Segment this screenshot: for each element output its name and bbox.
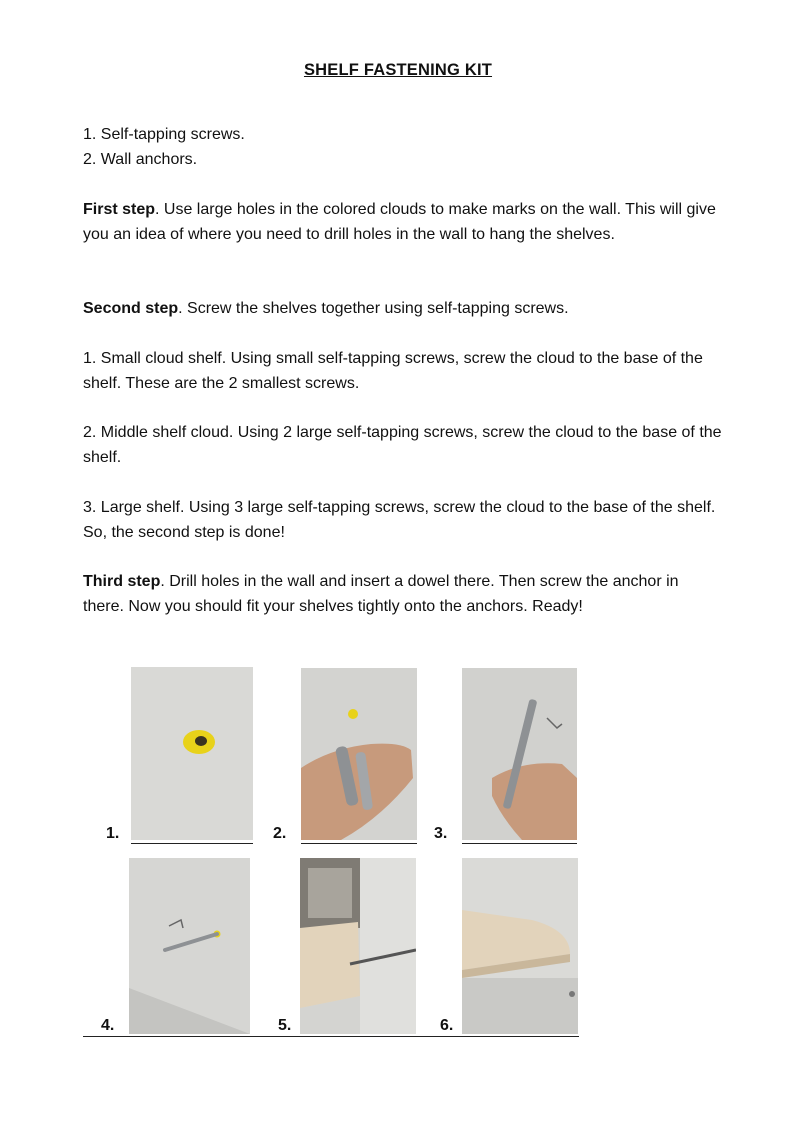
screw-in-hand-illustration xyxy=(462,668,577,840)
first-step-paragraph xyxy=(83,197,723,247)
first-step-text: . Use large holes in the colored clouds to make marks on the wall. This will give you an idea of where you need to drill holes in the wall to hang the shelves. xyxy=(83,201,716,243)
second-step-label: Second step xyxy=(83,300,179,317)
photo-hook-in-wall xyxy=(129,858,250,1034)
second-step-text: . Screw the shelves together using self-tapping screws. xyxy=(178,300,569,317)
photo-label-5: 5. xyxy=(278,1017,292,1034)
photo-label-2: 2. xyxy=(273,825,287,842)
instruction-small-shelf: 1. Small cloud shelf. Using small self-tapping screws, screw the cloud to the base of the shelf. These are the 2 smallest screws. xyxy=(83,350,703,392)
photo-label-4: 4. xyxy=(101,1017,115,1034)
photo-label-6: 6. xyxy=(440,1017,454,1034)
photo-label-1: 1. xyxy=(106,825,120,842)
screws-in-hand-illustration xyxy=(301,668,417,840)
page-title: SHELF FASTENING KIT xyxy=(303,61,493,79)
third-step-paragraph xyxy=(83,569,723,619)
photo-mounting-shelf xyxy=(300,858,416,1034)
photo-underline-1 xyxy=(131,843,253,844)
bottom-row-underline xyxy=(83,1036,579,1037)
instruction-large-shelf: 3. Large shelf. Using 3 large self-tapping screws, screw the cloud to the base of the shelf. So, the second step is done! xyxy=(83,499,716,541)
photo-anchor-hole xyxy=(131,667,253,840)
third-step-text: . Drill holes in the wall and insert a dowel there. Then screw the anchor in there. Now you should fit your shelves tightly onto the anchors. Ready! xyxy=(83,573,679,615)
second-step-paragraph xyxy=(83,296,723,321)
kit-item-2: 2. Wall anchors. xyxy=(83,151,198,168)
kit-item-1: 1. Self-tapping screws. xyxy=(83,126,245,143)
photo-screws-in-hand xyxy=(301,668,417,840)
photo-mounted-shelf xyxy=(462,858,578,1034)
mounting-shelf-illustration xyxy=(300,858,416,1034)
first-step-label: First step xyxy=(83,201,156,218)
photo-screw-in-hand xyxy=(462,668,577,840)
photo-label-3: 3. xyxy=(434,825,448,842)
yellow-anchor-icon xyxy=(348,709,358,719)
mounted-shelf-illustration xyxy=(462,858,578,1034)
third-step-label: Third step xyxy=(83,573,161,590)
photo-underline-3 xyxy=(462,843,577,844)
photo-underline-2 xyxy=(301,843,417,844)
instruction-middle-shelf: 2. Middle shelf cloud. Using 2 large self-tapping screws, screw the cloud to the base of the shelf. xyxy=(83,424,722,466)
hook-in-wall-illustration xyxy=(129,858,250,1034)
anchor-hole-illustration xyxy=(131,667,253,840)
